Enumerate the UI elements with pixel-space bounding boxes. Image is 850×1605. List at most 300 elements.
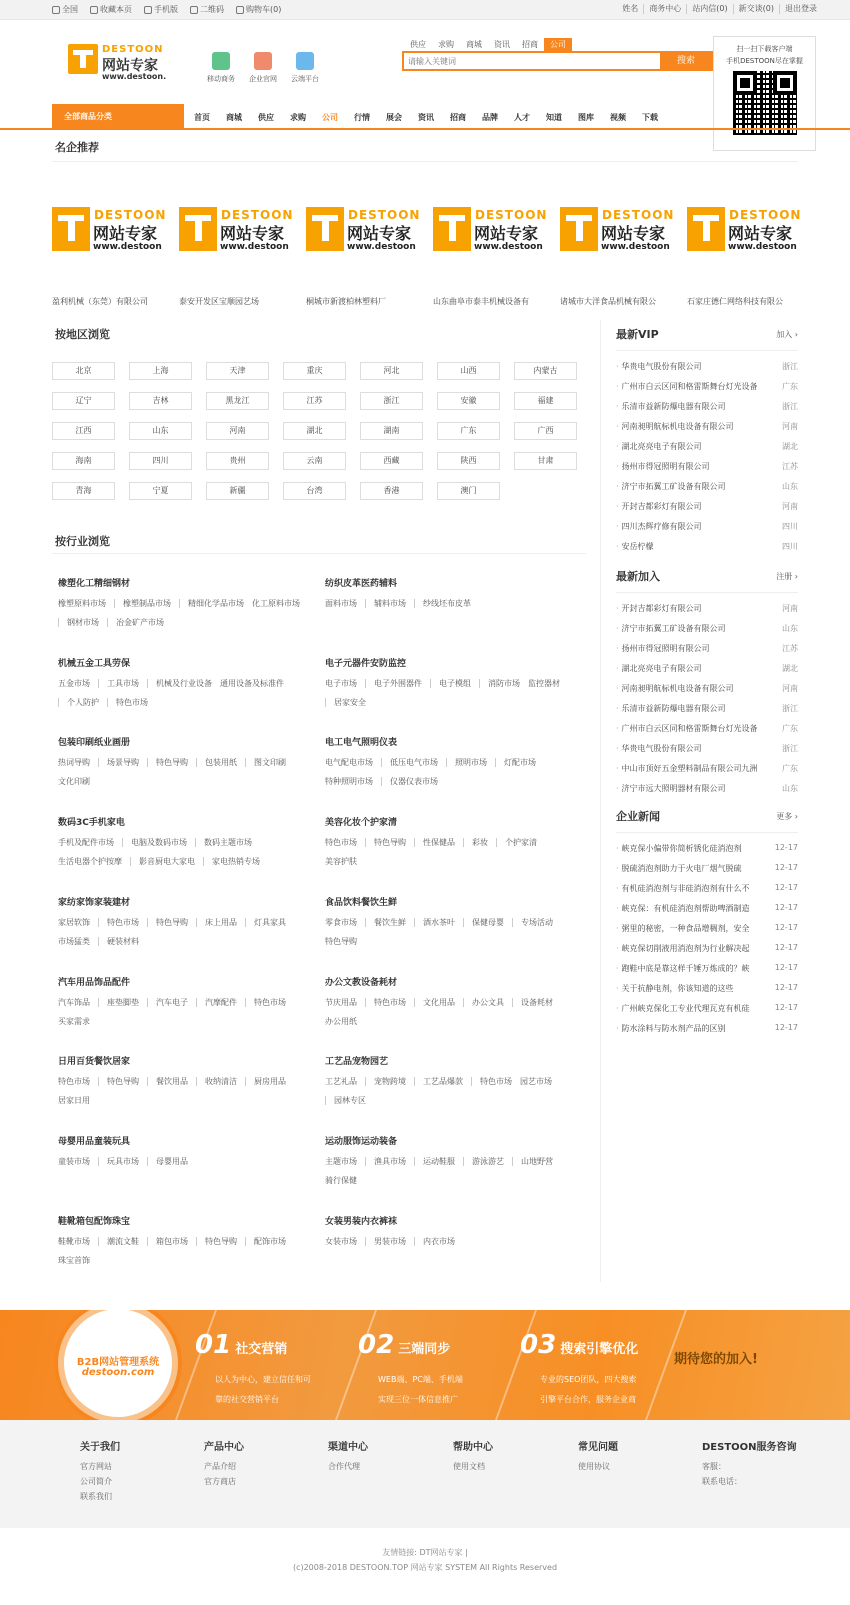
list-item-name[interactable]: · 河南昶明航标机电设备有限公司 [616, 421, 772, 441]
industry-name[interactable]: 数码3C手机家电 [58, 818, 125, 829]
footer-link[interactable]: 使用协议 [578, 1462, 610, 1471]
footer-link[interactable]: 公司简介 [80, 1477, 112, 1486]
list-item-name[interactable]: · 跑鞋中底是靠这样千锤万炼成的？峡 [616, 963, 772, 983]
list-item-name[interactable]: · 峡克保：有机硅消泡剂帮助啤酒制造 [616, 903, 772, 923]
list-item[interactable] [616, 643, 798, 663]
area-button[interactable]: 河南 [206, 422, 269, 440]
industry-market-link[interactable]: 冶金矿产市场 [107, 618, 172, 627]
list-item[interactable] [616, 783, 798, 803]
industry-market-link[interactable]: 玩具市场 [98, 1157, 147, 1166]
nav-item[interactable]: 人才 [514, 112, 530, 122]
industry-market-link[interactable]: 辅料市场 [365, 599, 414, 608]
industry-name[interactable]: 机械五金工具劳保 [58, 658, 131, 669]
industry-market-link[interactable]: 家电热销专场 [203, 857, 268, 866]
industry-market-link[interactable]: 收纳清洁 [196, 1077, 245, 1086]
list-item-name[interactable]: · 扬州市得冠照明有限公司 [616, 461, 772, 481]
list-item-name[interactable]: · 中山市顶好五金塑料制品有限公司九洲 [616, 763, 772, 783]
app-link[interactable] [205, 52, 237, 84]
industry-group [58, 895, 320, 946]
industry-market-link[interactable]: 性保健品 [414, 838, 463, 847]
area-button[interactable]: 吉林 [129, 392, 192, 410]
featured-company-link[interactable]: 石家庄德仁网络科技有限公 [687, 297, 783, 306]
area-button[interactable]: 福建 [514, 392, 577, 410]
industry-market-link[interactable]: 办公文具 [463, 998, 512, 1007]
search-tab[interactable]: 资讯 [494, 40, 510, 49]
nav-item[interactable]: 资讯 [418, 112, 434, 122]
industry-market-link[interactable]: 女装市场 [325, 1236, 357, 1246]
featured-brand-logo[interactable] [433, 207, 547, 255]
industry-market-link[interactable]: 硬装材料 [98, 937, 147, 946]
list-item[interactable] [616, 521, 798, 541]
area-button[interactable]: 香港 [360, 482, 423, 500]
search-tab[interactable]: 求购 [438, 40, 454, 49]
area-button[interactable]: 安徽 [437, 392, 500, 410]
industry-market-link[interactable]: 灯具家具 [245, 918, 294, 927]
industry-market-link[interactable]: 居家安全 [325, 698, 374, 707]
industry-market-link[interactable]: 特色市场 [58, 1077, 90, 1087]
list-item[interactable] [616, 843, 798, 863]
list-item-name[interactable]: · 河南昶明航标机电设备有限公司 [616, 683, 772, 703]
industry-market-link[interactable]: 精细化学品市场 [179, 599, 252, 608]
industry-market-link[interactable]: 保健母婴 [463, 918, 512, 927]
industry-name[interactable]: 日用百货餐饮居家 [58, 1057, 131, 1068]
list-item[interactable] [616, 361, 798, 381]
topbar-link[interactable] [52, 4, 78, 15]
industry-market-link[interactable]: 特色市场 [325, 838, 357, 848]
nav-item[interactable]: 行情 [354, 112, 370, 122]
industry-name[interactable]: 工艺品宠物园艺 [325, 1057, 389, 1068]
footer-link[interactable]: 联系电话： [702, 1477, 742, 1486]
logo-cn: 网站专家 [102, 58, 158, 74]
area-button[interactable]: 江西 [52, 422, 115, 440]
list-item-name[interactable]: · 开封吉都彩灯有限公司 [616, 501, 772, 521]
topbar-link[interactable] [144, 4, 178, 15]
footer-link[interactable]: 产品介绍 [204, 1462, 236, 1471]
nav-item[interactable]: 知道 [546, 112, 562, 122]
industry-market-link[interactable]: 箱包市场 [147, 1237, 196, 1246]
list-item-name[interactable]: · 广州市白云区同和格雷斯舞台灯光设备 [616, 381, 772, 401]
industry-market-link[interactable]: 照明市场 [446, 758, 495, 767]
area-button[interactable]: 浙江 [360, 392, 423, 410]
list-item[interactable] [616, 1003, 798, 1023]
industry-market-link[interactable]: 纱线坯布皮革 [414, 599, 479, 608]
industry-market-link[interactable]: 园艺市场 [520, 1077, 552, 1087]
industry-name[interactable]: 运动服饰运动装备 [325, 1136, 398, 1147]
list-item[interactable] [616, 983, 798, 1003]
featured-brand-logo[interactable] [306, 207, 420, 255]
industry-market-link[interactable]: 面料市场 [325, 599, 357, 608]
nav-item[interactable]: 求购 [290, 112, 306, 122]
industry-market-link[interactable]: 仪器仪表市场 [381, 777, 446, 786]
industry-market-link[interactable]: 个人防护 [58, 698, 107, 707]
industry-market-link[interactable]: 钢材市场 [58, 618, 107, 627]
featured-brand-logo[interactable] [52, 207, 166, 255]
site-logo[interactable] [68, 44, 190, 82]
list-item-name[interactable]: · 湖北亮亮电子有限公司 [616, 663, 772, 683]
topbar-user-link[interactable]: 站内信(0) [686, 4, 732, 14]
search-button[interactable]: 搜索 [660, 53, 712, 69]
list-item-name[interactable]: · 脱硫消泡剂助力于火电厂烟气脱硫 [616, 863, 772, 883]
list-item[interactable] [616, 923, 798, 943]
nav-item[interactable]: 招商 [450, 112, 466, 122]
industry-market-link[interactable]: 餐饮生鲜 [365, 918, 414, 927]
industry-market-link[interactable]: 宠物跨境 [365, 1077, 414, 1086]
industry-market-link[interactable]: 电子市场 [325, 678, 357, 688]
list-item[interactable] [616, 963, 798, 983]
list-item-name[interactable]: · 开封吉都彩灯有限公司 [616, 603, 772, 623]
search-tab[interactable]: 商城 [466, 40, 482, 49]
industry-market-link[interactable]: 生活电器个护按摩 [58, 857, 122, 867]
industry-market-link[interactable]: 特色导购 [196, 1237, 245, 1246]
search-box [402, 51, 714, 71]
footer-link[interactable]: 使用文档 [453, 1462, 485, 1471]
industry-market-link[interactable]: 母婴用品 [147, 1157, 196, 1166]
area-button[interactable]: 重庆 [283, 362, 346, 380]
industry-market-link[interactable]: 包装用纸 [196, 758, 245, 767]
list-item-name[interactable]: · 广州市白云区同和格雷斯舞台灯光设备 [616, 723, 772, 743]
industry-market-link[interactable]: 电气配电市场 [325, 758, 373, 768]
industry-market-link[interactable]: 居家日用 [58, 1096, 90, 1106]
industry-market-link[interactable]: 低压电气市场 [381, 758, 446, 767]
industry-market-link[interactable]: 零食市场 [325, 917, 357, 927]
list-item-name[interactable]: · 四川杰辉疗修有限公司 [616, 521, 772, 541]
list-item[interactable] [616, 763, 798, 783]
search-tabs [404, 38, 572, 51]
industry-group [325, 895, 580, 946]
nav-item[interactable]: 下载 [642, 112, 658, 122]
nav-item[interactable]: 商城 [226, 112, 242, 122]
industry-market-link[interactable]: 特色市场 [471, 1077, 520, 1086]
banner-feature [520, 1330, 638, 1410]
list-item[interactable] [616, 541, 798, 561]
area-button[interactable]: 甘肃 [514, 452, 577, 470]
industry-market-link[interactable]: 汽摩配件 [196, 998, 245, 1007]
friend-links[interactable]: 友情链接: DT网站专家 | [382, 1548, 468, 1557]
industry-market-link[interactable]: 化工原料市场 [252, 599, 300, 608]
divider [52, 553, 586, 554]
list-item-name[interactable]: · 扬州市得冠照明有限公司 [616, 643, 772, 663]
industry-market-link[interactable]: 热词导购 [58, 758, 90, 768]
featured-company-link[interactable]: 山东曲阜市泰丰机械设备有 [433, 297, 529, 306]
industry-market-link[interactable]: 特色导购 [325, 936, 357, 946]
list-item-name[interactable]: · 广州峡克保化工专业代理瓦克有机硅 [616, 1003, 772, 1023]
industry-market-link[interactable]: 设备耗材 [512, 998, 561, 1007]
list-item[interactable] [616, 663, 798, 683]
industry-market-link[interactable]: 山地野营 [512, 1157, 561, 1166]
area-button[interactable]: 云南 [283, 452, 346, 470]
topbar-user-link[interactable]: 姓名 [622, 4, 639, 13]
industry-market-link[interactable]: 工艺礼品 [325, 1077, 357, 1087]
industry-name[interactable]: 食品饮料餐饮生鲜 [325, 897, 398, 908]
industry-market-link[interactable]: 橡塑制品市场 [114, 599, 179, 608]
brand-t-icon [306, 207, 344, 251]
area-button[interactable]: 辽宁 [52, 392, 115, 410]
topbar-user-link[interactable]: 商务中心 [643, 4, 686, 14]
list-item[interactable] [616, 421, 798, 441]
industry-market-link[interactable]: 家居软饰 [58, 917, 90, 927]
list-item-name[interactable]: · 济宁市拓翼工矿设备有限公司 [616, 481, 772, 501]
list-item[interactable] [616, 883, 798, 903]
list-item-name[interactable]: · 济宁市远大照明器材有限公司 [616, 783, 772, 803]
feature-title: 三端同步 [398, 1342, 451, 1357]
industry-name[interactable]: 女装男装内衣裤袜 [325, 1216, 398, 1227]
industry-market-link[interactable]: 五金市场 [58, 678, 90, 688]
area-button[interactable]: 山东 [129, 422, 192, 440]
industry-market-link[interactable]: 市场猛类 [58, 936, 90, 946]
industry-name[interactable]: 汽车用品饰品配件 [58, 977, 131, 988]
industry-market-link[interactable]: 特色市场 [98, 918, 147, 927]
list-item[interactable] [616, 481, 798, 501]
news-more-link[interactable]: 更多 › [776, 811, 798, 821]
list-item[interactable] [616, 743, 798, 763]
footer-link[interactable]: 联系我们 [80, 1492, 112, 1501]
industry-market-link[interactable]: 酒水茶叶 [414, 918, 463, 927]
industry-market-link[interactable]: 特色导购 [147, 918, 196, 927]
list-item-name[interactable]: · 济宁市拓翼工矿设备有限公司 [616, 623, 772, 643]
list-item[interactable] [616, 1023, 798, 1043]
nav-item[interactable]: 首页 [194, 112, 210, 122]
list-item[interactable] [616, 603, 798, 623]
industry-market-link[interactable]: 灯配市场 [495, 758, 544, 767]
industry-name[interactable]: 电子元器件安防监控 [325, 658, 407, 669]
industry-market-link[interactable]: 图文印刷 [245, 758, 294, 767]
industry-market-link[interactable]: 电子外围器件 [365, 679, 430, 688]
featured-company-link[interactable]: 诸城市大洋食品机械有限公 [560, 297, 656, 306]
topbar-link[interactable] [190, 4, 224, 15]
industry-market-link[interactable]: 彩妆 [463, 838, 496, 847]
industry-market-link[interactable]: 电脑及数码市场 [122, 838, 195, 847]
featured-brand-logo[interactable] [560, 207, 674, 255]
list-item-name[interactable]: · 峡克保小偏带你简析锈化硅消泡剂 [616, 843, 772, 863]
list-item-name[interactable]: · 华贵电气股份有限公司 [616, 361, 772, 381]
industry-market-link[interactable]: 配饰市场 [245, 1237, 294, 1246]
list-item[interactable] [616, 703, 798, 723]
industry-market-link[interactable]: 文化用品 [414, 998, 463, 1007]
nav-item[interactable]: 视频 [610, 112, 626, 122]
qr-line2: 手机DESTOON尽在掌握 [726, 57, 803, 65]
area-button[interactable]: 上海 [129, 362, 192, 380]
featured-brand-logo[interactable] [687, 207, 801, 255]
nav-item[interactable]: 展会 [386, 112, 402, 122]
search-tab[interactable]: 公司 [544, 38, 572, 51]
newest-register-link[interactable]: 注册 › [776, 571, 798, 581]
area-button[interactable]: 青海 [52, 482, 115, 500]
footer-link[interactable]: 官方网站 [80, 1462, 112, 1471]
industry-name[interactable]: 纺织皮革医药辅料 [325, 579, 398, 589]
industry-market-link[interactable]: 特色导购 [365, 838, 414, 847]
industry-name[interactable]: 母婴用品童装玩具 [58, 1136, 131, 1147]
app-links [205, 52, 321, 84]
industry-market-link[interactable]: 工艺品爆款 [414, 1077, 471, 1086]
industry-market-link[interactable]: 汽车饰品 [58, 997, 90, 1007]
industry-market-link[interactable]: 买家需求 [58, 1016, 90, 1026]
industry-market-link[interactable]: 特种照明市场 [325, 777, 373, 787]
list-item-name[interactable]: · 乐清市益新防爆电器有限公司 [616, 703, 772, 723]
footer-link[interactable]: 官方商店 [204, 1477, 236, 1486]
area-button[interactable]: 新疆 [206, 482, 269, 500]
topbar-link[interactable] [90, 4, 132, 15]
industry-market-link[interactable]: 个护家清 [496, 838, 545, 847]
list-item[interactable] [616, 501, 798, 521]
list-item-name[interactable]: · 粥里的秘密，一种食品增稠剂，安全 [616, 923, 772, 943]
mobile-icon [144, 6, 152, 14]
footer-link[interactable]: 客服： [702, 1462, 726, 1471]
industry-market-link[interactable]: 专场活动 [512, 918, 561, 927]
industry-market-link[interactable]: 橡塑原料市场 [58, 599, 106, 608]
industry-market-link[interactable]: 办公用纸 [325, 1016, 357, 1026]
topbar-user-link[interactable]: 退出登录 [779, 4, 822, 14]
featured-brand-logo[interactable] [179, 207, 293, 255]
area-button[interactable]: 宁夏 [129, 482, 192, 500]
list-item[interactable] [616, 461, 798, 481]
topbar-user-link[interactable]: 新交谈(0) [733, 4, 779, 14]
industry-name[interactable]: 电工电气照明仪表 [325, 738, 398, 749]
list-item[interactable] [616, 723, 798, 743]
list-item[interactable] [616, 401, 798, 421]
industry-market-link[interactable]: 内衣市场 [414, 1237, 463, 1246]
copyright-text: (c)2008-2018 DESTOON.TOP 网站专家 SYSTEM All Rights Reserved [292, 1563, 558, 1572]
topbar-link-label: 二维码 [200, 5, 224, 14]
industry-market-link[interactable]: 潮流文鞋 [98, 1237, 147, 1246]
area-button[interactable]: 湖北 [283, 422, 346, 440]
industry-name[interactable]: 办公文教设备耗材 [325, 977, 398, 988]
app-link[interactable] [247, 52, 279, 84]
search-tab[interactable]: 招商 [522, 40, 538, 49]
industry-market-link[interactable]: 餐饮用品 [147, 1077, 196, 1086]
list-item-name[interactable]: · 防水涂料与防水剂产品的区别 [616, 1023, 772, 1043]
industry-market-link[interactable]: 数码主题市场 [195, 838, 260, 847]
industry-market-link[interactable]: 特色市场 [365, 998, 414, 1007]
industry-market-link[interactable]: 手机及配件市场 [58, 838, 114, 848]
industry-market-link[interactable]: 影音厨电大家电 [130, 857, 203, 866]
area-button[interactable]: 湖南 [360, 422, 423, 440]
area-button[interactable]: 陕西 [437, 452, 500, 470]
area-button[interactable]: 北京 [52, 362, 115, 380]
industry-market-link[interactable]: 特色导购 [98, 1077, 147, 1086]
industry-market-link[interactable]: 床上用品 [196, 918, 245, 927]
topbar-link-label: 购物车(0) [246, 5, 282, 14]
industry-market-link[interactable]: 运动鞋服 [414, 1157, 463, 1166]
list-item-meta: 12-17 [774, 843, 798, 852]
industry-market-link[interactable]: 骑行保健 [325, 1175, 357, 1185]
industry-market-link[interactable]: 美容护肤 [325, 857, 357, 867]
feature-desc: 以人为中心，建立信任和可 [215, 1375, 311, 1384]
list-item-meta: 浙江 [782, 402, 798, 411]
area-button[interactable]: 江苏 [283, 392, 346, 410]
industry-market-link[interactable]: 特色市场 [107, 698, 156, 707]
nav-item[interactable]: 图库 [578, 112, 594, 122]
area-button[interactable]: 四川 [129, 452, 192, 470]
area-button[interactable]: 西藏 [360, 452, 423, 470]
industry-market-link[interactable]: 游泳游艺 [463, 1157, 512, 1166]
industry-market-link[interactable]: 监控器材 [528, 678, 560, 688]
industry-market-link[interactable]: 园林专区 [325, 1096, 374, 1105]
industry-name[interactable]: 美容化妆个护家清 [325, 818, 398, 829]
area-button[interactable]: 河北 [360, 362, 423, 380]
industry-market-link[interactable]: 特色市场 [245, 998, 294, 1007]
list-item[interactable] [616, 441, 798, 461]
industry-name[interactable]: 包装印刷纸业画册 [58, 738, 131, 749]
list-item-name[interactable]: · 乐清市益新防爆电器有限公司 [616, 401, 772, 421]
industry-market-link[interactable]: 通用设备及标准件 [220, 678, 284, 688]
industry-market-link[interactable]: 场景导购 [98, 758, 147, 767]
vip-join-link[interactable]: 加入 › [776, 329, 798, 339]
list-item-name[interactable]: · 有机硅消泡剂与非硅消泡剂有什么不 [616, 883, 772, 903]
location-icon [52, 6, 60, 14]
area-button[interactable]: 天津 [206, 362, 269, 380]
area-button[interactable]: 黑龙江 [206, 392, 269, 410]
industry-market-link[interactable]: 童装市场 [58, 1156, 90, 1166]
list-item[interactable] [616, 683, 798, 703]
area-button[interactable]: 台湾 [283, 482, 346, 500]
featured-company-link[interactable]: 泰安开发区宝顺园艺场 [179, 297, 259, 306]
featured-company-link[interactable]: 桐城市新渡柏林塑料厂 [306, 297, 386, 306]
industry-market-link[interactable]: 厨房用品 [245, 1077, 294, 1086]
industry-market-link[interactable]: 渔具市场 [365, 1157, 414, 1166]
industry-group [58, 656, 320, 707]
industry-market-link[interactable]: 男装市场 [365, 1237, 414, 1246]
featured-company-link[interactable]: 盈利机械（东莞）有限公司 [52, 297, 148, 306]
list-item[interactable] [616, 943, 798, 963]
list-item[interactable] [616, 623, 798, 643]
area-button[interactable]: 海南 [52, 452, 115, 470]
list-item-name[interactable]: · 安岳柠檬 [616, 541, 772, 561]
list-item[interactable] [616, 863, 798, 883]
search-tab[interactable]: 供应 [410, 40, 426, 49]
logo-en: DESTOON [102, 44, 164, 55]
industry-market-link[interactable]: 节庆用品 [325, 997, 357, 1007]
list-item[interactable] [616, 381, 798, 401]
industry-market-link[interactable]: 鞋靴市场 [58, 1236, 90, 1246]
industry-group [325, 656, 580, 707]
list-item[interactable] [616, 903, 798, 923]
footer-column [578, 1440, 618, 1474]
nav-item[interactable]: 公司 [322, 112, 338, 122]
banner-badge [58, 1310, 178, 1420]
topbar-link[interactable] [236, 4, 281, 15]
footer-link[interactable]: 合作代理 [328, 1462, 360, 1471]
industry-market-link[interactable]: 消防市场 [479, 679, 528, 688]
industry-market-link[interactable]: 电子模组 [430, 679, 479, 688]
industry-name[interactable]: 橡塑化工精细钢材 [58, 579, 131, 589]
area-button[interactable]: 广东 [437, 422, 500, 440]
industry-market-link[interactable]: 工具市场 [98, 679, 147, 688]
app-link[interactable] [289, 52, 321, 84]
industry-market-link[interactable]: 座垫脚垫 [98, 998, 147, 1007]
area-button[interactable]: 内蒙古 [514, 362, 577, 380]
area-button[interactable]: 山西 [437, 362, 500, 380]
list-item-name[interactable]: · 华贵电气股份有限公司 [616, 743, 772, 763]
industry-market-link[interactable]: 汽车电子 [147, 998, 196, 1007]
area-button[interactable]: 澳门 [437, 482, 500, 500]
industry-name[interactable]: 鞋靴箱包配饰珠宝 [58, 1216, 131, 1227]
list-item-name[interactable]: · 湖北亮亮电子有限公司 [616, 441, 772, 461]
list-item-name[interactable]: · 关于抗静电剂，你该知道的这些 [616, 983, 772, 1003]
industry-market-link[interactable]: 特色导购 [147, 758, 196, 767]
industry-market-link[interactable]: 机械及行业设备 [147, 679, 220, 688]
list-item-name[interactable]: · 峡克保切削液用消泡剂为行业解决起 [616, 943, 772, 963]
all-categories-button[interactable]: 全部商品分类 [52, 104, 184, 130]
nav-item[interactable]: 品牌 [482, 112, 498, 122]
industry-market-link[interactable]: 文化印刷 [58, 777, 90, 787]
industry-name[interactable]: 家纺家饰家装建材 [58, 897, 131, 908]
area-button[interactable]: 广西 [514, 422, 577, 440]
industry-market-link[interactable]: 珠宝首饰 [58, 1255, 90, 1265]
industry-market-link[interactable]: 主题市场 [325, 1156, 357, 1166]
area-button[interactable]: 贵州 [206, 452, 269, 470]
nav-item[interactable]: 供应 [258, 112, 274, 122]
search-input[interactable] [404, 53, 660, 69]
